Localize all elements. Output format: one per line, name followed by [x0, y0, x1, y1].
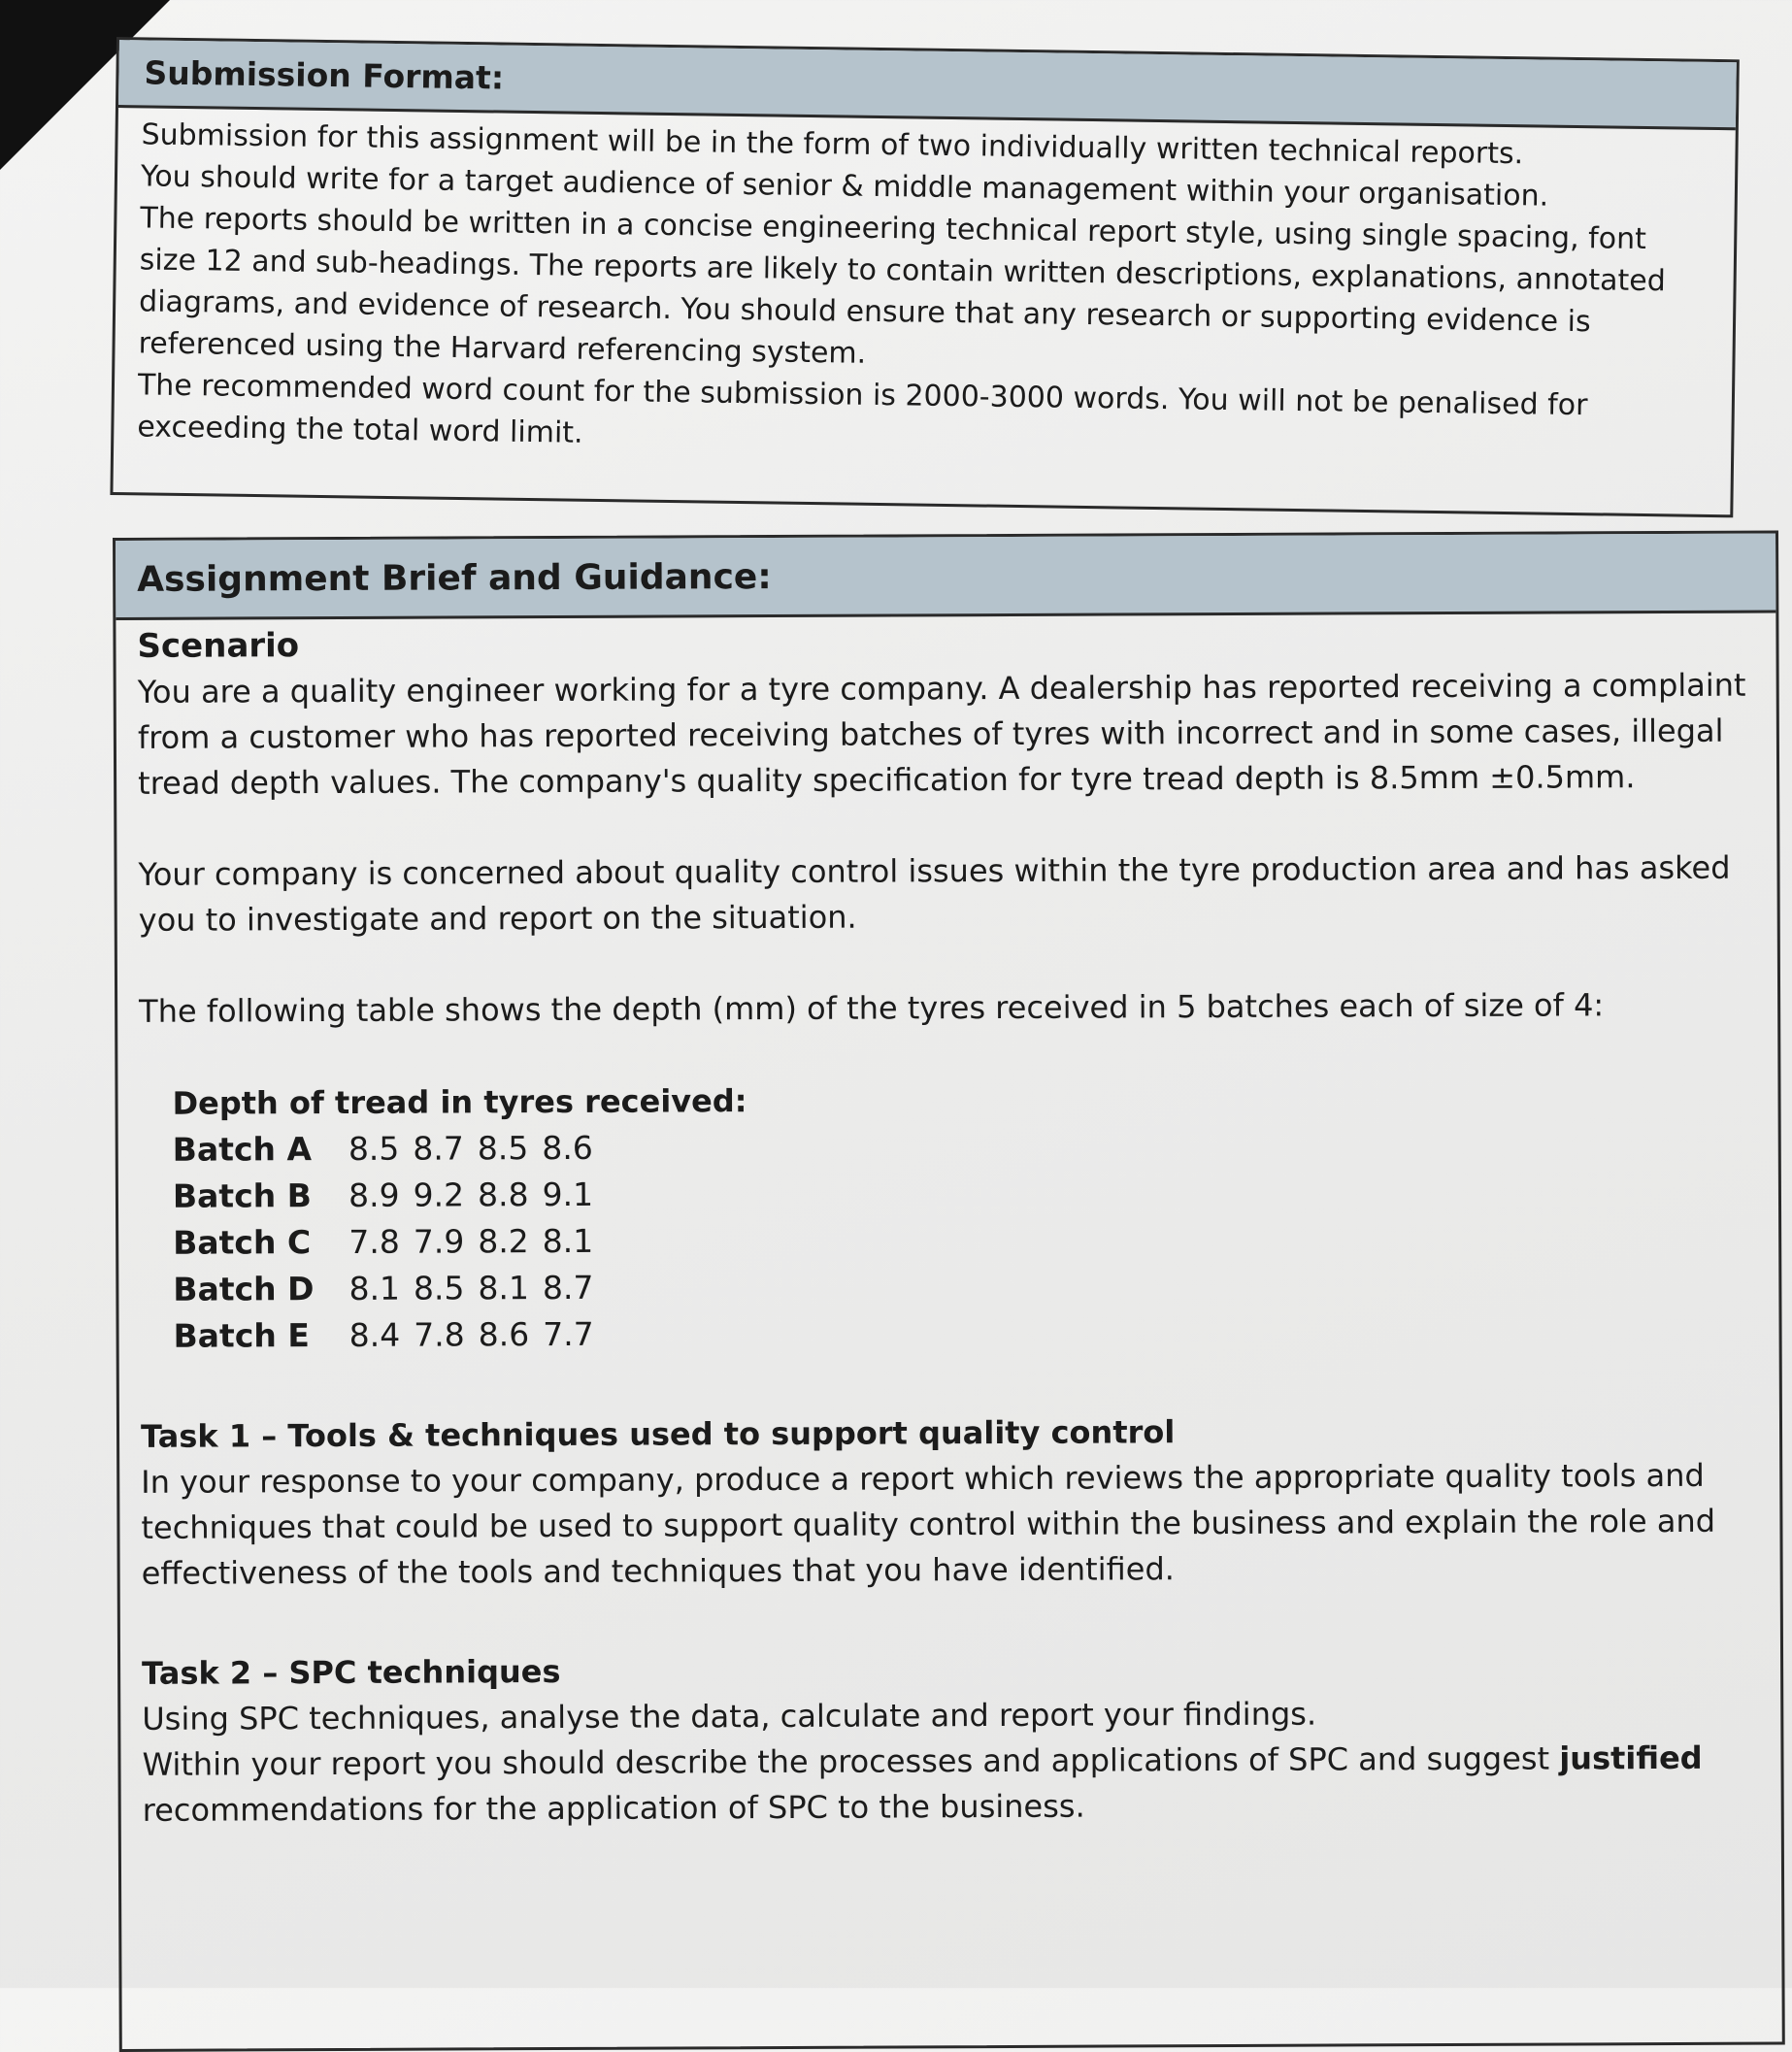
assignment-brief-box [113, 531, 1785, 2052]
batch-label: Batch D [173, 1270, 315, 1308]
table-row [173, 1311, 607, 1360]
submission-format-heading: Submission Format: [118, 40, 1737, 130]
scenario-text: You are a quality engineer working for a tyre company. A dealership has reported receiving a complaint from a customer who has reported receiving batches of tyres with incorrect and in some cases, illegal tread depth values. The company's quality specification for tyre tread depth is 8.5mm ±0.5mm. [137, 666, 1746, 802]
submission-paragraph: The recommended word count for the submission is 2000-3000 words. You will not be penalised for exceeding the total word limit. [137, 368, 1588, 450]
concern-text: Your company is concerned about quality control issues within the tyre production area and has asked you to investigate and report on the situation. [138, 848, 1731, 939]
task2-title: Task 2 – SPC techniques [142, 1652, 561, 1692]
table-cell: 8.4 [348, 1315, 401, 1354]
table-row [173, 1218, 607, 1267]
table-cell: 8.1 [348, 1269, 401, 1307]
submission-paragraph: You should write for a target audience of senior & middle management within your organisation. [140, 159, 1549, 214]
table-cell: 7.8 [348, 1222, 400, 1261]
submission-format-body [114, 108, 1736, 470]
table-cell: 8.2 [478, 1222, 529, 1261]
table-cell: 8.5 [348, 1129, 400, 1168]
scenario-title: Scenario [137, 626, 300, 666]
table-cell: 9.2 [413, 1175, 465, 1214]
table-cell: 8.6 [478, 1315, 530, 1354]
task1-text: In your response to your company, produce a report which reviews the appropriate quality tools and techniques that could be used to support quality control within the business and explain the role and effectiveness of the tools and techniques that you have identified. [141, 1456, 1716, 1592]
table-cell: 7.8 [414, 1315, 465, 1354]
table-cell: 7.9 [413, 1222, 465, 1261]
table-cell: 8.1 [542, 1221, 594, 1261]
table-cell: 7.7 [543, 1314, 594, 1354]
table-cell: 8.8 [477, 1175, 529, 1214]
task2-line2-start: Within your report you should describe the processes and applications of SPC and suggest [142, 1739, 1560, 1783]
submission-paragraph: The reports should be written in a concise engineering technical report style, using single spacing, font size 12 and sub-headings. The reports are likely to contain written descriptions, explanations, annotated diagrams, and evidence of research. You should ensure that any research or supporting evidence is referenced using the Harvard referencing system. [138, 201, 1666, 371]
batch-label: Batch E [173, 1316, 310, 1355]
submission-format-box [110, 37, 1739, 517]
table-cell: 8.5 [413, 1269, 465, 1307]
table-row [173, 1172, 607, 1220]
batch-label: Batch A [172, 1130, 313, 1169]
table-row [173, 1265, 607, 1313]
table-intro: The following table shows the depth (mm) of the tyres received in 5 batches each of size of 4: [139, 986, 1605, 1030]
table-cell: 8.9 [348, 1175, 400, 1214]
task2-line1: Using SPC techniques, analyse the data, calculate and report your findings. [142, 1695, 1317, 1738]
table-cell: 8.7 [413, 1129, 464, 1168]
tread-depth-table [173, 1125, 608, 1360]
batch-label: Batch C [173, 1223, 312, 1262]
table-cell: 8.5 [477, 1129, 529, 1168]
table-cell: 8.7 [542, 1268, 594, 1307]
submission-paragraph: Submission for this assignment will be in the form of two individually written technical reports. [141, 117, 1524, 172]
table-cell: 9.1 [542, 1175, 594, 1214]
assignment-brief-heading: Assignment Brief and Guidance: [116, 534, 1775, 620]
task2-emphasis: justified [1559, 1738, 1703, 1777]
batch-label: Batch B [172, 1176, 312, 1215]
assignment-brief-body [116, 613, 1780, 1834]
task2-line2-end: recommendations for the application of SPC to the business. [142, 1787, 1085, 1829]
table-row [173, 1125, 607, 1174]
task1-title: Task 1 – Tools & techniques used to support quality control [140, 1413, 1176, 1455]
table-cell: 8.1 [478, 1269, 530, 1307]
table-cell: 8.6 [542, 1128, 593, 1168]
task2-line2 [142, 1736, 1761, 1834]
tread-table-title: Depth of tread in tyres received: [172, 1082, 747, 1122]
